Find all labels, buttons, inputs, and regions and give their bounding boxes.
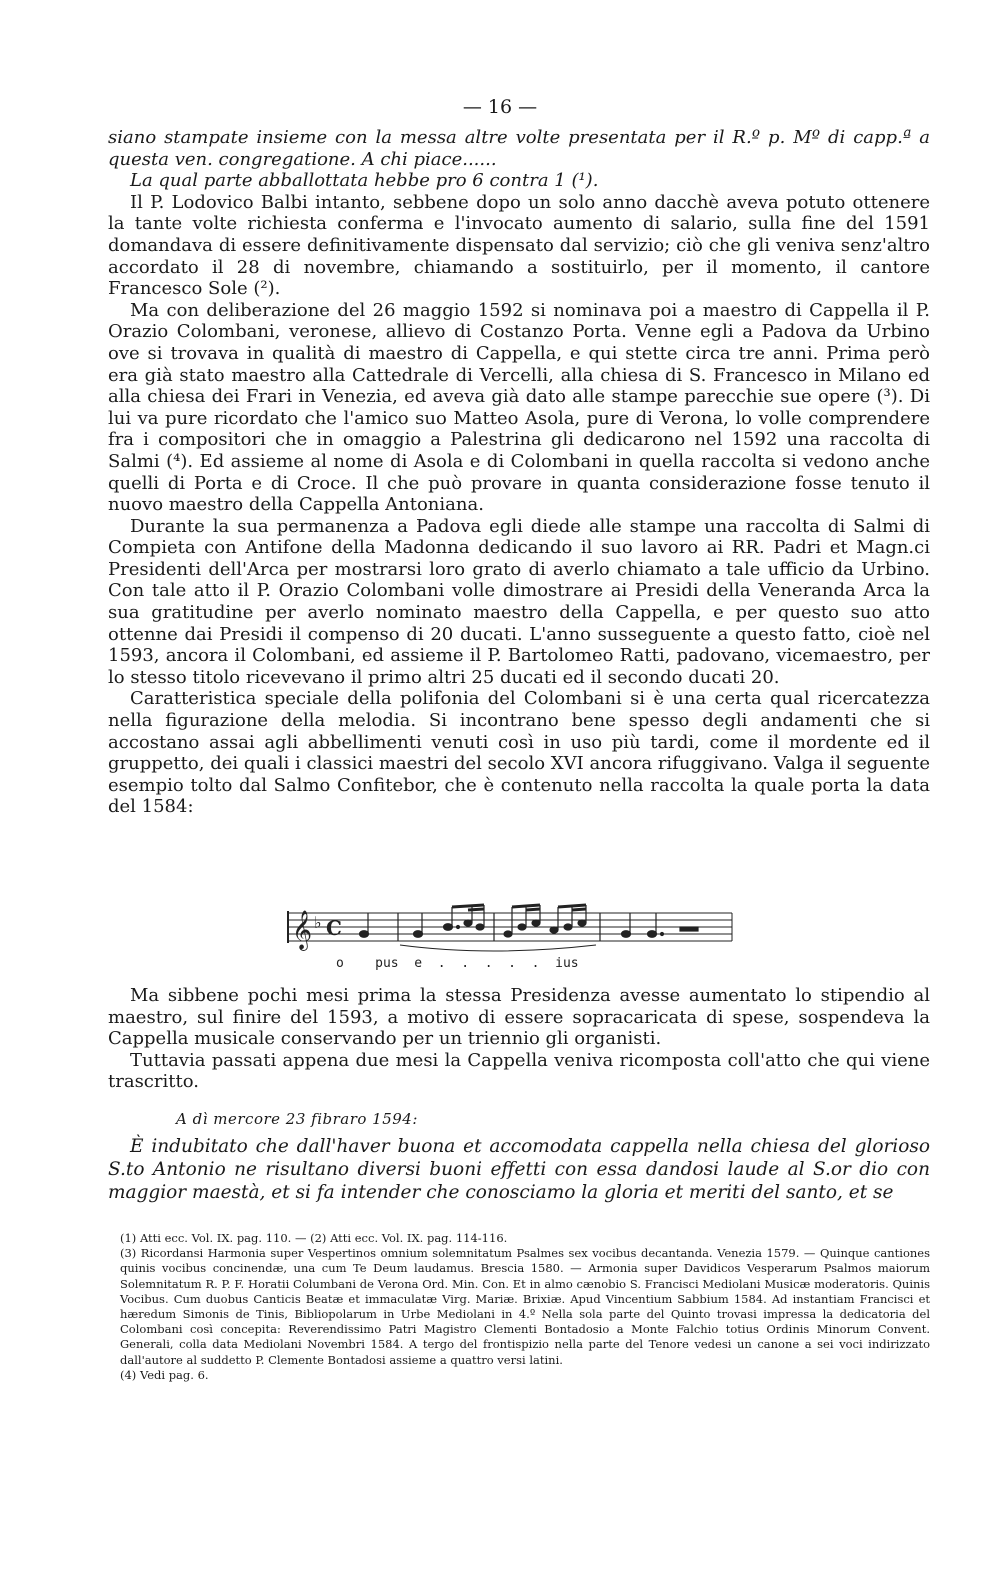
paragraph-5: Ma sibbene pochi mesi prima la stessa Presidenza avesse aumentato lo stipendio al maestro, sul finire del 1593, a motivo di essere sopracaricata di spese, sospendeva la Cappella musicale conservando per un triennio gli organisti. xyxy=(108,985,930,1050)
notes-group xyxy=(360,905,699,951)
flat-icon: ♭ xyxy=(314,913,322,932)
music-staff xyxy=(280,895,740,975)
music-lyrics: o pus e . . . . . ius xyxy=(336,956,579,971)
paragraph-3: Durante la sua permanenza a Padova egli diede alle stampe una raccolta di Salmi di Compieta con Antifone della Madonna dedicando il suo lavoro ai RR. Padri et Magn.ci Presidenti dell'Arca per mostrarsi loro grato di averlo chiamato a tale ufficio da Urbino. Con tale atto il P. Orazio Colombani volle dimostrare ai Presidi della Veneranda Arca la sua gratitudine per averlo nominato maestro della Cappella, e per questo suo atto ottenne dai Presidi il compenso di 20 ducati. L'anno susseguente a questo fatto, cioè nel 1593, ancora il Colombani, ed assieme il P. Bartolomeo Ratti, padovano, vicemaestro, per lo stesso titolo ricevevano il primo altri 25 ducati ed il secondo ducati 20. xyxy=(108,515,930,688)
intro-line-1: siano stampate insieme con la messa altre volte presentata per il R.º p. Mº di capp.ª a questa ven. congregatione. A chi piace...... xyxy=(108,127,930,170)
music-example xyxy=(280,895,740,975)
footnote-1-2: (1) Atti ecc. Vol. IX. pag. 110. — (2) Atti ecc. Vol. IX. pag. 114-116. xyxy=(120,1231,508,1245)
footnote-4: (4) Vedi pag. 6. xyxy=(120,1367,209,1382)
intro-line-2: La qual parte abballottata hebbe pro 6 contra 1 (¹). xyxy=(130,170,599,192)
lower-text xyxy=(108,985,930,1093)
paragraph-6: Tuttavia passati appena due mesi la Cappella veniva ricomposta coll'atto che qui viene trascritto. xyxy=(108,1049,930,1093)
dateline: A dì mercore 23 fibraro 1594: xyxy=(176,1110,418,1128)
quote-paragraph: È indubitato che dall'haver buona et accomodata cappella nella chiesa del glorioso S.to Antonio ne risultano diversi buoni effetti con essa dandosi laude al S.or dio con maggior maestà, et si fa intender che conosciamo la gloria et meriti del santo, et se xyxy=(108,1136,930,1203)
footnotes xyxy=(108,1231,930,1383)
main-text xyxy=(108,127,930,818)
time-signature-icon: C xyxy=(326,916,342,940)
footnote-3: (3) Ricordansi Harmonia super Vespertinos omnium solemnitatum Psalmes sex vocibus decantanda. Venezia 1579. — Quinque cantiones quinis vocibus concinendæ, una cum Te Deum laudamus. Brescia 1580. — Armonia super Davidicos Vesperarum Psalmos maiorum Solemnitatum R. P. F. Horatii Columbani de Verona Ord. Min. Con. Et in almo cænobio S. Francisci Mediolani Musicæ moderatoris. Quinis Vocibus. Cum duobus Canticis Beatæ et immaculatæ Virg. Mariæ. Brixiæ. Apud Vincentium Sabbium 1584. Ad instantiam Francisci et hæredum Simonis de Tinis, Bibliopolarum in Urbe Mediolani in 4.º Nella sola parte del Quinto trovasi impressa la dedicatoria del Colombani così concepita: Reverendissimo Patri Magistro Clementi Bontadosio a Monte Falchio totius Ordinis Minorum Convent. Generali, colla data Mediolani Novembri 1584. A tergo del frontispizio nella parte del Tenore vedesi un canone a sei voci indirizzato dall'autore al suddetto P. Clemente Bontadosi assieme a quattro versi latini. xyxy=(120,1246,930,1367)
treble-clef-icon: 𝄞 xyxy=(292,910,313,950)
quote-text xyxy=(108,1135,930,1204)
paragraph-1: Il P. Lodovico Balbi intanto, sebbene dopo un solo anno dacchè aveva potuto ottenere la tante volte richiesta conferma e l'invocato aumento di salario, sulla fine del 1591 domandava di essere definitivamente dispensato dal servizio; ciò che gli veniva senz'altro accordato il 28 di novembre, chiamando a sostituirlo, per il momento, il cantore Francesco Sole (²). xyxy=(108,191,930,300)
page-number: — 16 — xyxy=(462,96,538,118)
paragraph-4: Caratteristica speciale della polifonia del Colombani si è una certa qual ricercatezza nella figurazione della melodia. Si incontrano bene spesso degli andamenti che si accostano assai agli abbellimenti venuti così in uso più tardi, come il mordente ed il gruppetto, dei quali i classici maestri del secolo XVI ancora rifuggivano. Valga il seguente esempio tolto dal Salmo Confitebor, che è contenuto nella raccolta la quale porta la data del 1584: xyxy=(108,688,930,818)
paragraph-2: Ma con deliberazione del 26 maggio 1592 si nominava poi a maestro di Cappella il P. Orazio Colombani, veronese, allievo di Costanzo Porta. Venne egli a Padova da Urbino ove si trovava in qualità di maestro di Cappella, e qui stette circa tre anni. Prima però era già stato maestro alla Cattedrale di Vercelli, alla chiesa di S. Francesco in Milano ed alla chiesa dei Frari in Venezia, ed aveva già dato alle stampe parecchie sue opere (³). Di lui va pure ricordato che l'amico suo Matteo Asola, pure di Verona, lo volle comprendere fra i compositori che in omaggio a Palestrina gli dedicarono nel 1592 una raccolta di Salmi (⁴). Ed assieme al nome di Asola e di Colombani in quella raccolta si vedono anche quelli di Porta e di Croce. Il che può provare in quanta considerazione fosse tenuto il nuovo maestro della Cappella Antoniana. xyxy=(108,299,930,516)
